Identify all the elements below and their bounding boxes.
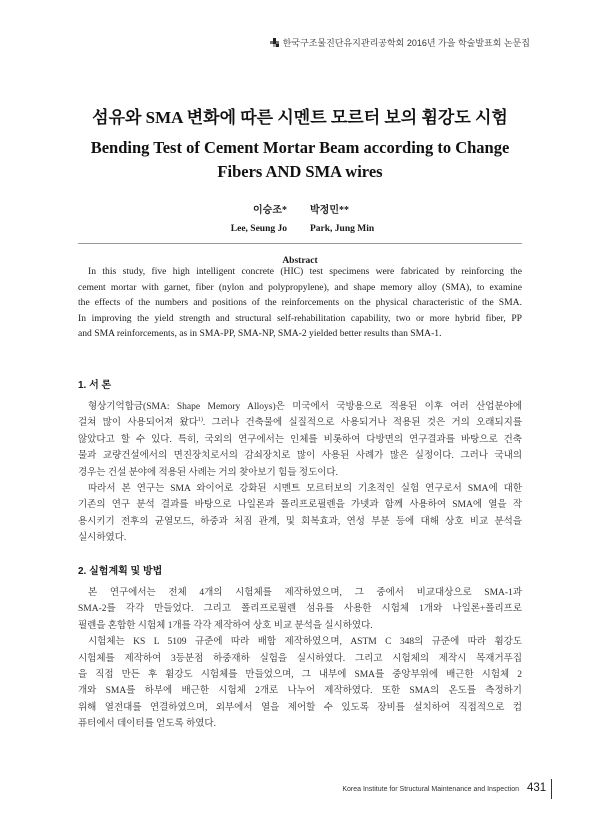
- paper-title-english-line-1: Bending Test of Cement Mortar Beam according to Change: [90, 138, 510, 157]
- conference-logo-icon: [270, 38, 279, 47]
- author-name-korean: 박정민**: [310, 205, 349, 216]
- abstract-line: the effects of the numbers and positions of the reinforcements on the physical characteristic of the SMA.: [78, 297, 522, 308]
- paragraph: [78, 634, 522, 732]
- body-line: 개와 SMA를 하부에 배근한 시험체 2개로 나누어 제작하였다. 또한 SMA의 온도를 측정하기: [78, 686, 522, 697]
- proceedings-title: 한국구조물진단유지관리공학회 2016년 가을 학술발표회 논문집: [282, 37, 530, 48]
- section-body-introduction: [78, 399, 522, 547]
- body-text: 걸쳐 많이 사용되어져 왔다: [78, 418, 198, 429]
- author-name-english: Lee, Seung Jo: [230, 224, 287, 234]
- paragraph: [78, 585, 522, 634]
- body-line: 용시키기 전후의 균열모드, 하중과 처짐 관계, 및 회복효과, 연성 부분 등에 대해 상호 비교 분석을: [78, 516, 522, 527]
- section-heading-methods: 2. 실험계획 및 방법: [78, 566, 163, 577]
- header-divider: [78, 243, 522, 244]
- paragraph: [78, 481, 522, 547]
- body-line: 본 연구에서는 전체 4개의 시험체를 제작하였으며, 그 중에서 비교대상으로 SMA-1과: [88, 588, 522, 598]
- footer-divider: [551, 779, 552, 799]
- body-line: 않았다고 할 수 있다. 특히, 국외의 연구에서는 인체를 비롯하여 다방면의 연구결과를 바탕으로 건축: [78, 434, 522, 445]
- abstract-line: cement mortar with garnet, fiber (nylon and polypropylene), and shape memory alloy (SMA), to examine: [78, 281, 522, 293]
- body-line: 을 직접 만든 후 휨강도 시험체를 만들었으며, 그 내부에 SMA를 중앙부위에 배근한 시험체 2: [78, 670, 522, 681]
- body-line: 필렌을 혼합한 시험체 1개를 각각 제작하여 상호 비교 분석을 실시하였다.: [78, 620, 373, 631]
- body-line: 실시하였다.: [78, 533, 127, 544]
- paper-title-english-line-2: Fibers AND SMA wires: [217, 162, 383, 181]
- reference-marker: 1): [197, 417, 203, 424]
- body-line: 경우는 건설 분야에 적용된 사례는 거의 찾아보기 힘들 정도이다.: [78, 467, 338, 478]
- body-line: SMA-2를 각각 만들었다. 그리고 폴리프로필렌 섬유를 사용한 시험체 1개와 나일론+폴리프로: [78, 604, 522, 615]
- abstract-body: [78, 264, 522, 342]
- body-line: [78, 415, 522, 431]
- body-line: 시험체는 KS L 5109 규준에 따라 배합 제작하였으며, ASTM C 348의 규준에 따라 휨강도: [88, 637, 522, 648]
- author-2: [310, 202, 374, 238]
- body-line: 시험체를 제작하여 3등분점 하중재하 실험을 실시하였다. 그리고 시험체의 제작시 목재거푸집: [78, 653, 522, 664]
- section-heading-introduction: 1. 서 론: [78, 380, 112, 391]
- author-name-korean: 이승조*: [253, 205, 287, 216]
- footer-institute: Korea Institute for Structural Maintenance and Inspection: [342, 786, 519, 793]
- abstract-heading: Abstract: [282, 256, 318, 266]
- proceedings-header: [270, 35, 530, 49]
- author-name-english: Park, Jung Min: [310, 224, 375, 234]
- paper-title-korean: 섬유와 SMA 변화에 따른 시멘트 모르터 보의 휨강도 시험: [92, 108, 508, 127]
- abstract-line: In improving the yield strength and structural self-rehabilitation capability, two or more hybrid fiber, PP: [78, 312, 522, 324]
- section-body-methods: [78, 585, 522, 733]
- abstract-line: In this study, five high intelligent concrete (HIC) test specimens were fabricated by reinforcing the: [88, 266, 522, 277]
- body-line: 퓨터에서 데이터를 얻도록 하였다.: [78, 719, 216, 730]
- body-line: 따라서 본 연구는 SMA 와이어로 강화된 시멘트 모르터보의 기초적인 실험 연구로서 SMA에 대한: [88, 484, 522, 495]
- body-text: . 그러나 건축물에 실질적으로 사용되거나 적용된 것은 거의 오래되지를: [202, 418, 522, 429]
- paper-title-english: [0, 136, 600, 184]
- body-line: 기존의 연구 분석 결과를 바탕으로 나일론과 폴리프로필렌을 가넷과 함께 사용하여 SMA에 열을 작: [78, 500, 522, 511]
- body-line: 형상기억합금(SMA: Shape Memory Alloys)은 미국에서 국방용으로 적용된 이후 여러 산업분야에: [88, 402, 522, 412]
- paragraph: [78, 399, 522, 481]
- body-line: 물과 교량건설에서의 면진장치로서의 감쇠장치로 많이 사용된 사례가 많은 실정이다. 그러나 국내의: [78, 451, 522, 462]
- body-line: 위해 열전대를 연결하였으며, 외부에서 열을 제어할 수 있도록 장비를 설치하여 직접적으로 컴: [78, 702, 522, 713]
- author-1: [231, 202, 287, 238]
- abstract-line: and SMA reinforcements, as in SMA-PP, SMA-NP, SMA-2 yielded better results than SMA-1.: [78, 328, 442, 339]
- page-number: 431: [527, 782, 547, 794]
